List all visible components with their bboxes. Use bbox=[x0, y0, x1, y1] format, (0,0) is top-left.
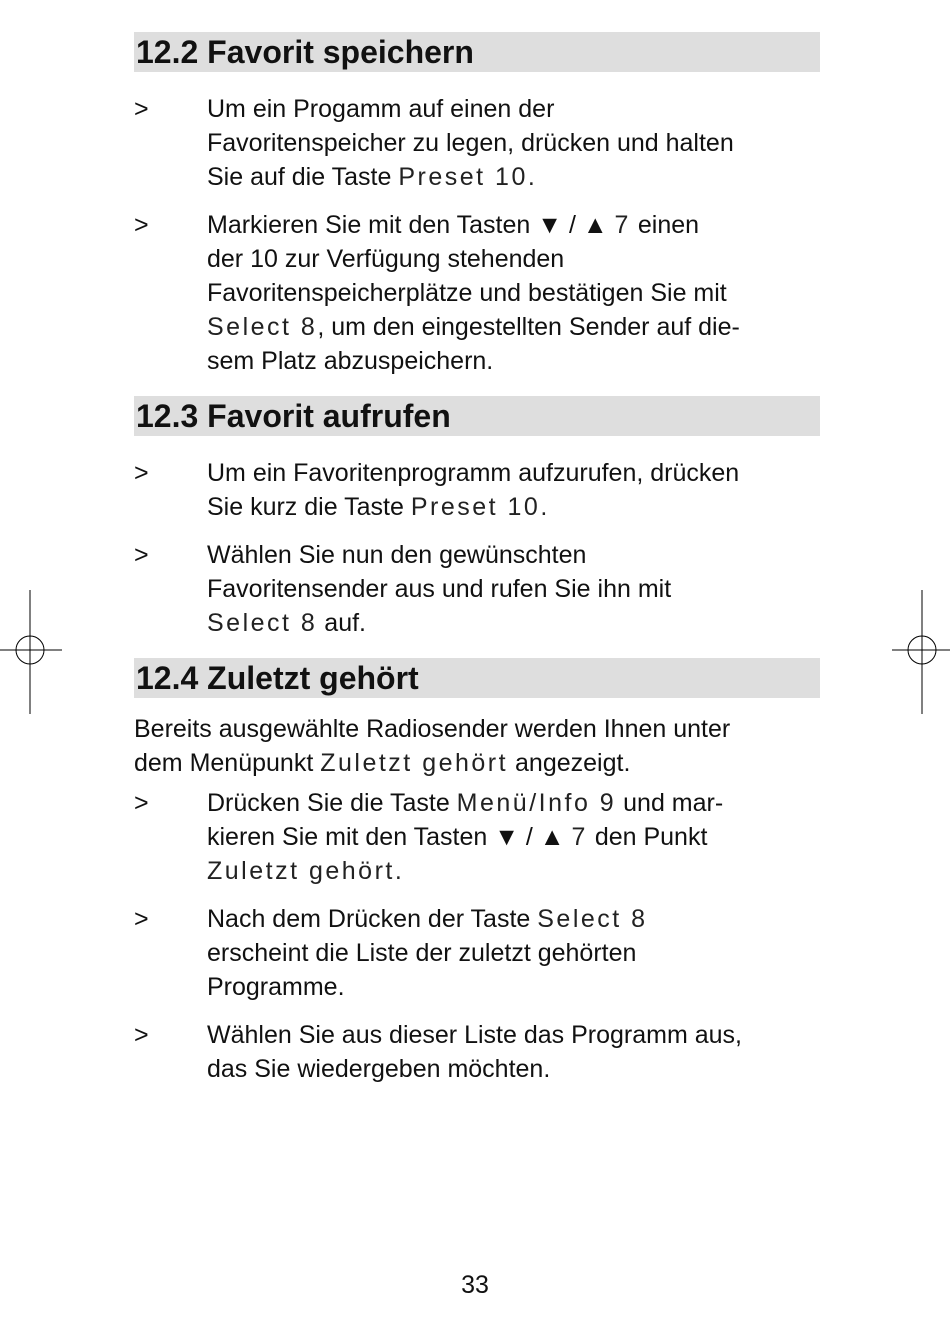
key-label-menu-info: Menü/Info 9 bbox=[456, 789, 617, 817]
step-text: Markieren Sie mit den Tasten ▼ / ▲ 7 einen der 10 zur Verfügung stehenden Favoritenspeicherplätze und bestätigen Sie mit Select 8, um den eingestellten Sender auf die- sem Platz abzuspeichern. bbox=[207, 211, 740, 375]
instruction-step bbox=[134, 786, 820, 888]
menu-item-label: Zuletzt gehört bbox=[320, 749, 509, 777]
instruction-step bbox=[134, 902, 820, 1004]
step-marker: > bbox=[134, 1021, 149, 1049]
section-heading-favorit-speichern: 12.2 Favorit speichern bbox=[134, 32, 820, 72]
step-text: Um ein Progamm auf einen der Favoritenspeicher zu legen, drücken und halten Sie auf die Taste Preset 10. bbox=[207, 95, 734, 191]
instruction-step bbox=[134, 92, 820, 194]
instruction-step bbox=[134, 208, 820, 378]
step-marker: > bbox=[134, 459, 149, 487]
instruction-step bbox=[134, 538, 820, 640]
step-text: Wählen Sie aus dieser Liste das Programm aus, das Sie wiedergeben möchten. bbox=[207, 1021, 742, 1083]
step-text: Um ein Favoritenprogramm aufzurufen, drücken Sie kurz die Taste Preset 10. bbox=[207, 459, 740, 521]
key-label-select: Select 8 bbox=[207, 609, 318, 637]
key-label-preset: Preset 10. bbox=[398, 163, 538, 191]
page-number: 33 bbox=[461, 1271, 489, 1299]
step-text: Drücken Sie die Taste Menü/Info 9 und mar- kieren Sie mit den Tasten ▼ / ▲ 7 den Punkt Zuletzt gehört. bbox=[207, 789, 724, 885]
key-label-select: Select 8 bbox=[207, 313, 318, 341]
instruction-step bbox=[134, 456, 820, 524]
step-text: Nach dem Drücken der Taste Select 8 erscheint die Liste der zuletzt gehörten Programme. bbox=[207, 905, 648, 1001]
key-label-preset: Preset 10. bbox=[410, 493, 550, 521]
key-label-select: Select 8 bbox=[537, 905, 648, 933]
step-marker: > bbox=[134, 905, 149, 933]
key-number: 7 bbox=[614, 211, 631, 239]
instruction-step bbox=[134, 1018, 820, 1086]
step-text: Wählen Sie nun den gewünschten Favoritensender aus und rufen Sie ihn mit Select 8 auf. bbox=[207, 541, 672, 637]
section-heading-favorit-aufrufen: 12.3 Favorit aufrufen bbox=[134, 396, 820, 436]
key-number: 7 bbox=[571, 823, 588, 851]
step-marker: > bbox=[134, 789, 149, 817]
registration-mark-left bbox=[0, 590, 64, 714]
step-marker: > bbox=[134, 95, 149, 123]
step-marker: > bbox=[134, 211, 149, 239]
section-heading-zuletzt-gehoert: 12.4 Zuletzt gehört bbox=[134, 658, 820, 698]
registration-mark-right bbox=[892, 590, 950, 714]
section-intro: Bereits ausgewählte Radiosender werden Ihnen unter dem Menüpunkt Zuletzt gehört angezeigt. bbox=[134, 715, 731, 777]
menu-item-label: Zuletzt gehört. bbox=[207, 857, 405, 885]
manual-page bbox=[134, 32, 820, 1086]
step-marker: > bbox=[134, 541, 149, 569]
